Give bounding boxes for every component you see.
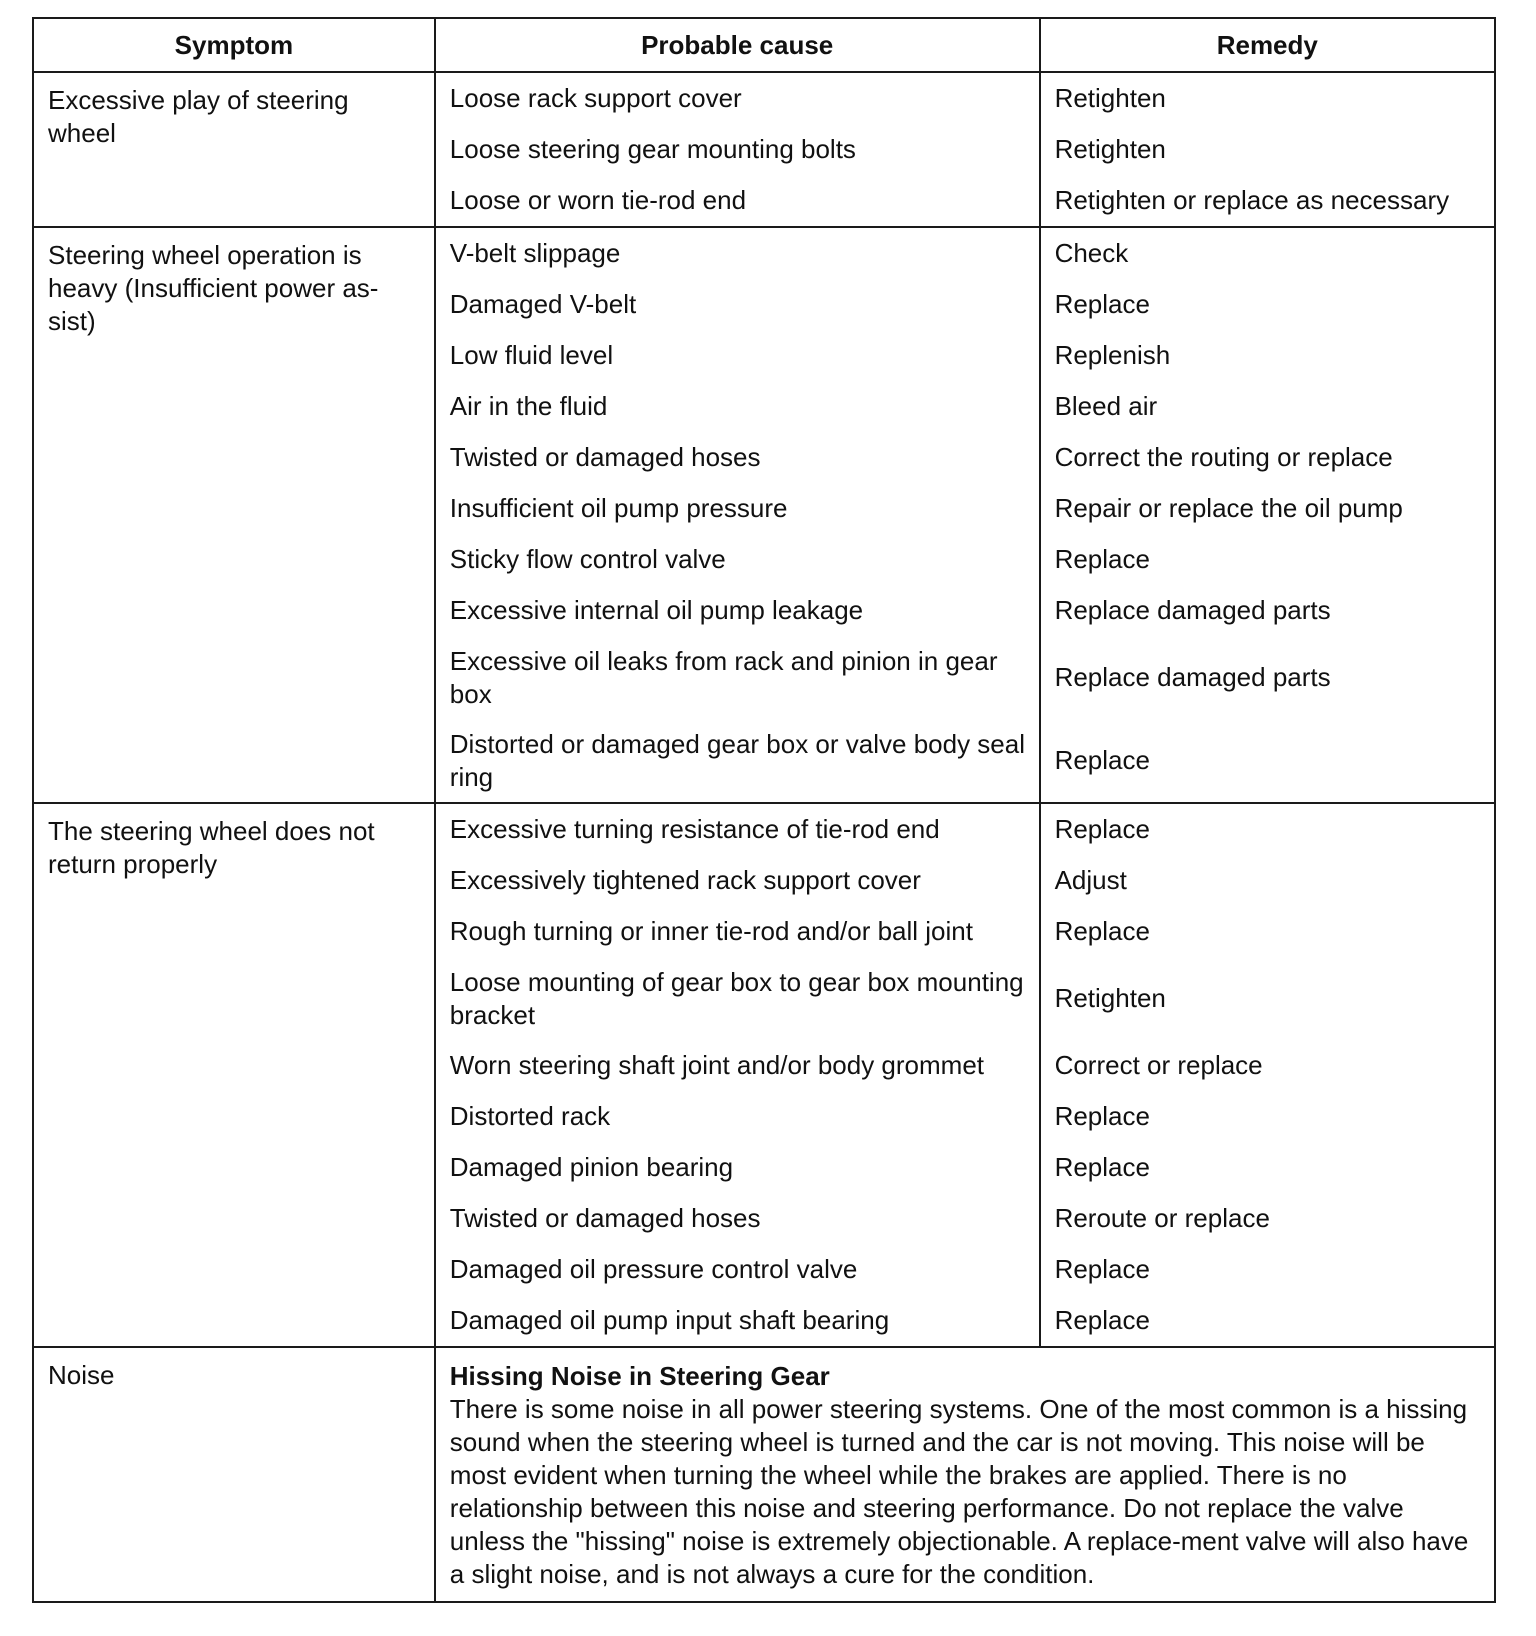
remedy-cell: Retighten <box>1054 83 1166 113</box>
symptom-cell: Steering wheel operation is heavy (Insufficient power as-sist) <box>33 227 435 803</box>
cause-cell: Twisted or damaged hoses <box>449 442 761 472</box>
remedy-cell: Replace damaged parts <box>1054 595 1331 625</box>
table-row <box>33 227 1495 279</box>
cause-cell: Worn steering shaft joint and/or body grommet <box>449 1050 985 1080</box>
cause-cell: Damaged oil pressure control valve <box>449 1254 858 1284</box>
cause-cell: Damaged oil pump input shaft bearing <box>449 1305 890 1335</box>
cause-cell: Excessive internal oil pump leakage <box>449 595 864 625</box>
header-symptom: Symptom <box>33 18 435 72</box>
cause-cell: V-belt slippage <box>449 238 621 268</box>
noise-description-cell <box>435 1347 1495 1602</box>
cause-cell: Distorted rack <box>449 1101 611 1131</box>
remedy-cell: Bleed air <box>1054 391 1158 421</box>
cause-cell: Damaged pinion bearing <box>449 1152 734 1182</box>
remedy-cell: Replace <box>1054 544 1150 574</box>
cause-cell: Loose steering gear mounting bolts <box>449 134 856 164</box>
cause-cell: Low fluid level <box>449 340 614 370</box>
remedy-cell: Check <box>1054 238 1129 268</box>
header-probable-cause: Probable cause <box>435 18 1040 72</box>
header-row <box>33 18 1495 72</box>
noise-body: There is some noise in all power steering systems. One of the most common is a hissing sound when the steering wheel is turned and the car is not moving. This noise will be most evident when turning the wheel while the brakes are applied. There is no relationship between this noise and steering performance. Do not replace the valve unless the "hissing" noise is extremely objectionable. A replace-ment valve will also have a slight noise, and is not always a cure for the condition. <box>449 1394 1469 1589</box>
noise-title: Hissing Noise in Steering Gear <box>449 1361 830 1391</box>
cause-cell: Distorted or damaged gear box or valve body seal ring <box>449 728 1025 792</box>
symptom-cell: Excessive play of steering wheel <box>33 72 435 227</box>
cause-cell: Insufficient oil pump pressure <box>449 493 788 523</box>
remedy-cell: Repair or replace the oil pump <box>1054 493 1403 523</box>
remedy-cell: Retighten <box>1054 134 1166 164</box>
header-remedy: Remedy <box>1040 18 1495 72</box>
cause-cell: Excessive turning resistance of tie-rod end <box>449 814 940 844</box>
troubleshooting-table <box>32 17 1496 1603</box>
table-row <box>33 72 1495 124</box>
symptom-cell-noise: Noise <box>33 1347 435 1602</box>
remedy-cell: Replace <box>1054 1101 1150 1131</box>
cause-cell: Loose rack support cover <box>449 83 742 113</box>
remedy-cell: Adjust <box>1054 865 1127 895</box>
cause-cell: Sticky flow control valve <box>449 544 726 574</box>
remedy-cell: Replenish <box>1054 340 1171 370</box>
cause-cell: Loose or worn tie-rod end <box>449 185 747 215</box>
cause-cell: Twisted or damaged hoses <box>449 1203 761 1233</box>
cause-cell: Air in the fluid <box>449 391 608 421</box>
remedy-cell: Replace <box>1054 745 1150 775</box>
remedy-cell: Replace <box>1054 1305 1150 1335</box>
remedy-cell: Reroute or replace <box>1054 1203 1270 1233</box>
remedy-cell: Retighten <box>1054 983 1166 1013</box>
cause-cell: Loose mounting of gear box to gear box mounting bracket <box>449 966 1024 1030</box>
remedy-cell: Retighten or replace as necessary <box>1054 185 1450 215</box>
table-row <box>33 803 1495 855</box>
remedy-cell: Replace <box>1054 916 1150 946</box>
cause-cell: Excessively tightened rack support cover <box>449 865 921 895</box>
remedy-cell: Replace <box>1054 1254 1150 1284</box>
cause-cell: Excessive oil leaks from rack and pinion in gear box <box>449 645 998 709</box>
cause-cell: Rough turning or inner tie-rod and/or ball joint <box>449 916 973 946</box>
symptom-cell: The steering wheel does not return properly <box>33 803 435 1347</box>
remedy-cell: Replace damaged parts <box>1054 662 1331 692</box>
cause-cell: Damaged V-belt <box>449 289 637 319</box>
remedy-cell: Replace <box>1054 289 1150 319</box>
remedy-cell: Correct the routing or replace <box>1054 442 1393 472</box>
remedy-cell: Replace <box>1054 814 1150 844</box>
remedy-cell: Replace <box>1054 1152 1150 1182</box>
noise-row <box>33 1347 1495 1602</box>
remedy-cell: Correct or replace <box>1054 1050 1263 1080</box>
